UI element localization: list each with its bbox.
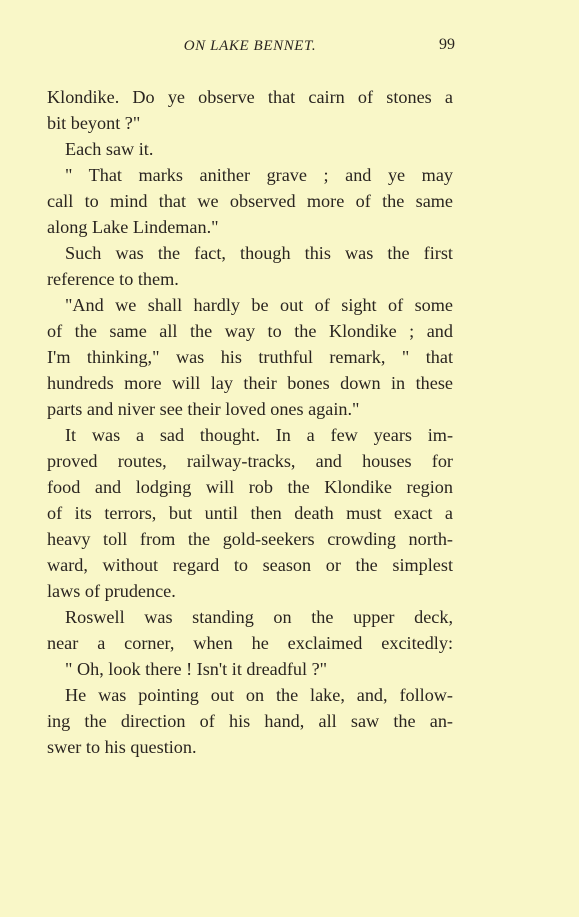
text-line: Each saw it. (65, 139, 154, 159)
body-text (47, 84, 453, 760)
text-line: food and lodging will rob the Klondike region (47, 477, 453, 497)
text-line: I'm thinking," was his truthful remark, " that (47, 347, 453, 367)
text-line: proved routes, railway-tracks, and houses for (47, 451, 453, 471)
text-line: swer to his question. (47, 737, 197, 757)
page-number: 99 (439, 36, 455, 53)
text-line: hundreds more will lay their bones down in these (47, 373, 453, 393)
text-line: Klondike. Do ye observe that cairn of stones a (47, 87, 453, 107)
text-line: "And we shall hardly be out of sight of some (65, 295, 453, 315)
text-line: Roswell was standing on the upper deck, (65, 607, 453, 627)
text-line: bit beyont ?" (47, 113, 141, 133)
text-line: laws of prudence. (47, 581, 176, 601)
text-line: parts and niver see their loved ones again." (47, 399, 360, 419)
text-line: ing the direction of his hand, all saw the an- (47, 711, 453, 731)
text-line: of the same all the way to the Klondike ; and (47, 321, 453, 341)
text-line: He was pointing out on the lake, and, follow- (65, 685, 453, 705)
running-title: ON LAKE BENNET. (183, 38, 317, 54)
running-head (0, 36, 579, 60)
text-line: reference to them. (47, 269, 179, 289)
text-line: Such was the fact, though this was the first (65, 243, 453, 263)
text-line: " Oh, look there ! Isn't it dreadful ?" (65, 659, 328, 679)
text-line: heavy toll from the gold-seekers crowding north- (47, 529, 453, 549)
text-line: along Lake Lindeman." (47, 217, 219, 237)
text-line: of its terrors, but until then death must exact a (47, 503, 453, 523)
text-line: call to mind that we observed more of the same (47, 191, 453, 211)
text-line: ward, without regard to season or the simplest (47, 555, 453, 575)
text-line: near a corner, when he exclaimed excitedly: (47, 633, 453, 653)
text-line: It was a sad thought. In a few years im- (65, 425, 453, 445)
text-line: " That marks anither grave ; and ye may (65, 165, 453, 185)
